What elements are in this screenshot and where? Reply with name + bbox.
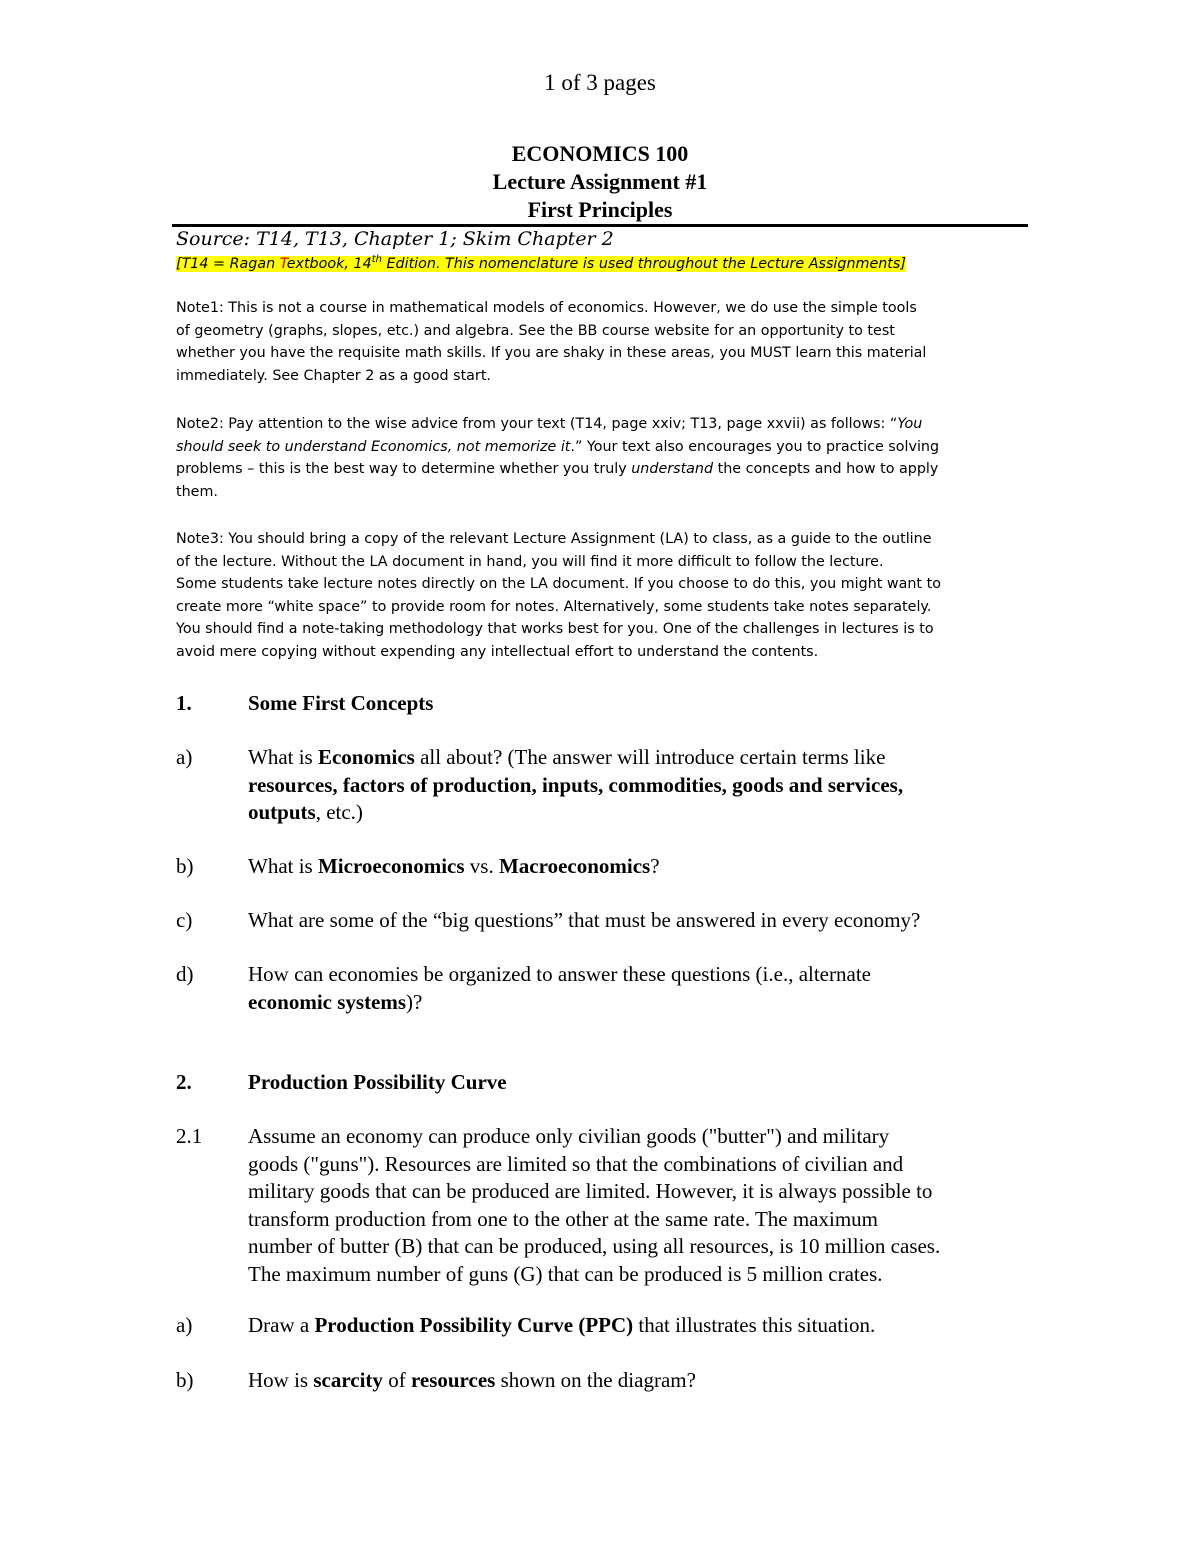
item-text-plain: , etc.) [315,800,363,824]
note-3 [176,528,1026,664]
note-3-line: Note3: You should bring a copy of the relevant Lecture Assignment (LA) to class, as a guide to the outline [176,531,932,547]
topic-title: First Principles [527,197,673,222]
nomenclature-red-letter: T [279,256,287,272]
item-text [248,1312,1028,1340]
section-2-number: 2. [176,1070,192,1094]
item-text-bold: outputs [248,800,316,824]
course-title: ECONOMICS 100 [511,141,689,166]
item-label: d) [176,962,194,986]
item-text-bold: resources, factors of production, inputs, commodities, goods and services, [248,772,904,797]
title-rule [172,224,1028,227]
section-2-title: Production Possibility Curve [248,1070,507,1094]
source-line: Source: T14, T13, Chapter 1; Skim Chapter 2 [176,228,614,250]
item-text-plain: What is [248,854,318,878]
item-text-plain: all about? (The answer will introduce certain terms like [414,745,886,769]
item-text-line: The maximum number of guns (G) that can be produced is 5 million crates. [248,1261,883,1286]
item-text [248,1367,1028,1395]
highlight [176,256,906,272]
item-text-bold: Microeconomics [317,854,465,878]
note-2-line [176,413,1026,436]
note-2-line [176,436,1026,459]
title-block [0,140,1200,224]
note-2-text: .” Your text also encourages you to practice solving [570,438,940,455]
note-2-text: Note2: Pay attention to the wise advice from your text (T14, page xxiv; T13, page xxvii) as follows: “ [176,416,898,432]
item-text-line: transform production from one to the other at the same rate. The maximum [248,1206,879,1231]
item-label: b) [176,854,194,878]
item-text-bold: scarcity [313,1368,383,1392]
note-1-line: of geometry (graphs, slopes, etc.) and algebra. See the BB course website for an opportunity to test [176,322,895,339]
item-text [248,853,1028,881]
item-text-plain: that illustrates this situation. [633,1313,876,1337]
item-text-plain: How can economies be organized to answer these questions (i.e., alternate [248,962,871,986]
item-text-plain: )? [406,989,423,1014]
note-1 [176,297,1026,387]
item-text [248,1123,1028,1288]
note-2-text: problems – this is the best way to determine whether you truly [176,461,632,478]
item-text-line: goods ("guns"). Resources are limited so that the combinations of civilian and [248,1151,904,1176]
item-text-plain: vs. [464,854,499,878]
nomenclature-sup: th [371,254,382,266]
item-text-plain: Draw a [248,1313,315,1337]
note-2-line: them. [176,483,218,500]
nomenclature-close: Edition. This nomenclature is used throughout the Lecture Assignments] [381,256,906,272]
note-3-line: Some students take lecture notes directly on the LA document. If you choose to do this, you might want to [176,576,941,593]
item-label: b) [176,1368,194,1392]
note-2-italic: You [897,416,923,432]
note-3-line: of the lecture. Without the LA document in hand, you will find it more difficult to follow the lecture. [176,553,884,570]
note-1-line: immediately. See Chapter 2 as a good start. [176,367,491,384]
note-3-line: You should find a note-taking methodology that works best for you. One of the challenges in lectures is to [176,621,934,638]
item-text: What are some of the “big questions” that must be answered in every economy? [248,908,921,932]
item-label: a) [176,1313,193,1337]
note-2-line [176,458,1026,481]
nomenclature-note [176,254,906,274]
item-text-bold: Economics [317,745,415,769]
item-label: c) [176,908,193,932]
item-text-line: Assume an economy can produce only civilian goods ("butter") and military [248,1124,890,1148]
note-2-italic: should seek to understand Economics, not memorize it [176,438,571,455]
note-2-italic: understand [631,461,714,478]
note-3-line: avoid mere copying without expending any intellectual effort to understand the contents. [176,643,819,660]
item-label: a) [176,745,193,769]
note-1-line: Note1: This is not a course in mathematical models of economics. However, we do use the simple tools [176,300,917,316]
item-text-bold: Macroeconomics [498,854,651,878]
nomenclature-mid: extbook, 14 [286,256,372,272]
item-text-bold: economic systems [248,989,407,1014]
item-text-plain: shown on the diagram? [495,1368,696,1392]
item-text [248,961,1028,1016]
item-text-plain: of [382,1368,411,1392]
item-text-line: number of butter (B) that can be produced, using all resources, is 10 million cases. [248,1234,941,1258]
note-1-line: whether you have the requisite math skills. If you are shaky in these areas, you MUST learn this material [176,345,927,362]
item-text-bold: resources [410,1368,496,1392]
nomenclature-open: [T14 = Ragan [176,256,280,272]
item-text-line: military goods that can be produced are limited. However, it is always possible to [248,1179,933,1203]
page-number: 1 of 3 pages [544,70,656,95]
item-label: 2.1 [176,1124,203,1148]
item-text-plain: What is [248,745,318,769]
note-2 [176,413,1026,503]
note-3-line: create more “white space” to provide room for notes. Alternatively, some students take notes separately. [176,598,932,615]
section-1-title: Some First Concepts [248,691,434,715]
note-2-text: the concepts and how to apply [713,461,939,478]
section-1-number: 1. [176,691,192,715]
assignment-title: Lecture Assignment #1 [492,169,708,194]
item-text-plain: How is [248,1368,314,1392]
item-text-bold: Production Possibility Curve (PPC) [314,1313,634,1337]
item-text-plain: ? [650,854,660,878]
item-text [248,744,1028,827]
